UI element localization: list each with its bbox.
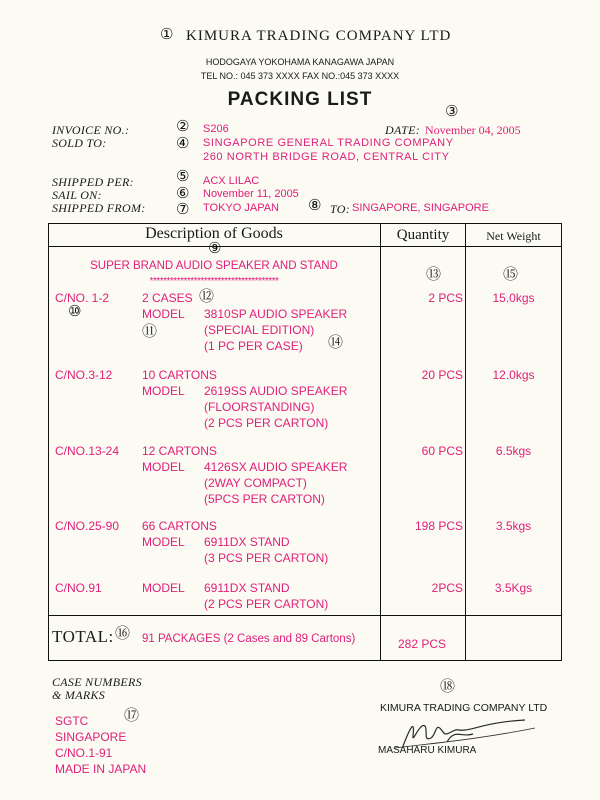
sold-to-label: SOLD TO: (52, 136, 107, 150)
quantity: 20 PCS (421, 368, 463, 382)
net-weight: 3.5Kgs (494, 581, 533, 595)
case-number: C/NO.91 (55, 581, 102, 595)
shipping-mark-line: C/NO.1-91 (55, 746, 113, 760)
marker-10: ⑩ (68, 302, 82, 320)
to-value: SINGAPORE, SINGAPORE (352, 202, 489, 214)
marker-7: ⑦ (176, 200, 190, 218)
marker-8: ⑧ (308, 196, 322, 214)
model-desc1: (2 PCS PER CARTON) (204, 597, 329, 611)
company-address: HODOGAYA YOKOHAMA KANAGAWA JAPAN (205, 57, 395, 67)
package-count: 12 CARTONS (142, 444, 217, 458)
total-top-border (48, 615, 562, 616)
net-weight: 3.5kgs (495, 519, 532, 533)
marker-14: ⑭ (328, 333, 344, 351)
package-count: 66 CARTONS (142, 519, 217, 533)
model-label: MODEL (142, 581, 185, 595)
net-weight: 12.0kgs (492, 368, 535, 382)
package-count: 10 CARTONS (142, 368, 217, 382)
quantity: 60 PCS (421, 444, 463, 458)
marker-4: ④ (176, 134, 190, 152)
marker-9: ⑨ (208, 239, 222, 257)
case-number: C/NO. 1-2 (55, 291, 110, 305)
model-label: MODEL (142, 460, 185, 474)
marker-13: ⑬ (426, 265, 442, 283)
model-desc2: (2 PCS PER CARTON) (204, 416, 329, 430)
case-marks-label2: & MARKS (52, 688, 106, 702)
model-desc1: (2WAY COMPACT) (204, 476, 307, 490)
case-marks-label1: CASE NUMBERS (52, 675, 142, 689)
signature-company: KIMURA TRADING COMPANY LTD (380, 702, 548, 714)
model-desc1: (FLOORSTANDING) (204, 400, 315, 414)
date-label: DATE: (385, 123, 421, 137)
shipping-mark-line: SGTC (55, 714, 89, 728)
signatory-name: MASAHARU KIMURA (378, 745, 477, 756)
total-value: 91 PACKAGES (2 Cases and 89 Cartons) (142, 633, 356, 645)
model-desc1: (3 PCS PER CARTON) (204, 551, 329, 565)
shipped-per-value: ACX LILAC (203, 175, 260, 187)
marker-16: ⑯ (115, 624, 131, 642)
marker-17: ⑰ (124, 706, 140, 724)
model-desc1: (SPECIAL EDITION) (204, 323, 315, 337)
quantity: 2 PCS (428, 291, 463, 305)
marker-6: ⑥ (176, 184, 190, 202)
model-name: 2619SS AUDIO SPEAKER (204, 384, 348, 398)
table-top-border (48, 223, 562, 224)
marker-12: ⑫ (199, 287, 215, 305)
table-left-border (48, 223, 49, 661)
to-label: TO: (330, 202, 351, 216)
page-title: PACKING LIST (227, 89, 373, 110)
net-weight: 15.0kgs (492, 291, 535, 305)
sail-on-label: SAIL ON: (52, 188, 102, 202)
model-name: 4126SX AUDIO SPEAKER (204, 460, 348, 474)
model-name: 3810SP AUDIO SPEAKER (204, 307, 348, 321)
header-description: Description of Goods (145, 225, 283, 242)
shipping-mark-line: SINGAPORE (55, 730, 127, 744)
case-number: C/NO.3-12 (55, 368, 113, 382)
header-bottom-border (48, 246, 562, 247)
model-name: 6911DX STAND (204, 581, 290, 595)
case-number: C/NO.25-90 (55, 519, 120, 533)
model-name: 6911DX STAND (204, 535, 290, 549)
goods-stars: ************************************** (149, 276, 279, 287)
header-quantity: Quantity (396, 227, 450, 243)
goods-title: SUPER BRAND AUDIO SPEAKER AND STAND (90, 260, 338, 272)
quantity: 2PCS (431, 581, 463, 595)
shipping-mark-line: MADE IN JAPAN (55, 762, 147, 776)
marker-3: ③ (445, 102, 459, 120)
marker-2: ② (176, 117, 190, 135)
model-label: MODEL (142, 535, 185, 549)
sold-to-line2: 260 NORTH BRIDGE ROAD, CENTRAL CITY (203, 151, 450, 163)
total-quantity: 282 PCS (397, 637, 447, 651)
package-count: 2 CASES (142, 291, 193, 305)
model-label: MODEL (142, 384, 185, 398)
case-number: C/NO.13-24 (55, 444, 120, 458)
marker-1: ① (160, 25, 174, 43)
company-name: KIMURA TRADING COMPANY LTD (186, 28, 452, 44)
model-label: MODEL (142, 307, 185, 321)
model-desc2: (5PCS PER CARTON) (204, 492, 325, 506)
header-net-weight: Net Weight (486, 229, 541, 243)
marker-5: ⑤ (176, 167, 190, 185)
invoice-value: S206 (203, 123, 229, 135)
quantity: 198 PCS (414, 519, 463, 533)
net-weight: 6.5kgs (495, 444, 532, 458)
shipped-from-value: TOKYO JAPAN (203, 202, 280, 214)
sold-to-line1: SINGAPORE GENERAL TRADING COMPANY (203, 137, 454, 149)
model-desc2: (1 PC PER CASE) (204, 339, 303, 353)
marker-11: ⑪ (142, 322, 158, 340)
marker-18: ⑱ (440, 677, 456, 695)
shipped-from-label: SHIPPED FROM: (52, 201, 146, 215)
shipped-per-label: SHIPPED PER: (52, 175, 134, 189)
date-value: November 04, 2005 (425, 123, 521, 137)
table-right-border (561, 223, 562, 661)
table-bottom-border (48, 660, 562, 661)
invoice-label: INVOICE NO.: (52, 123, 130, 137)
sail-on-value: November 11, 2005 (203, 188, 299, 200)
company-contact: TEL NO.: 045 373 XXXX FAX NO.:045 373 XXXX (200, 71, 400, 81)
marker-15: ⑮ (503, 265, 519, 283)
total-label: TOTAL: (52, 627, 114, 646)
